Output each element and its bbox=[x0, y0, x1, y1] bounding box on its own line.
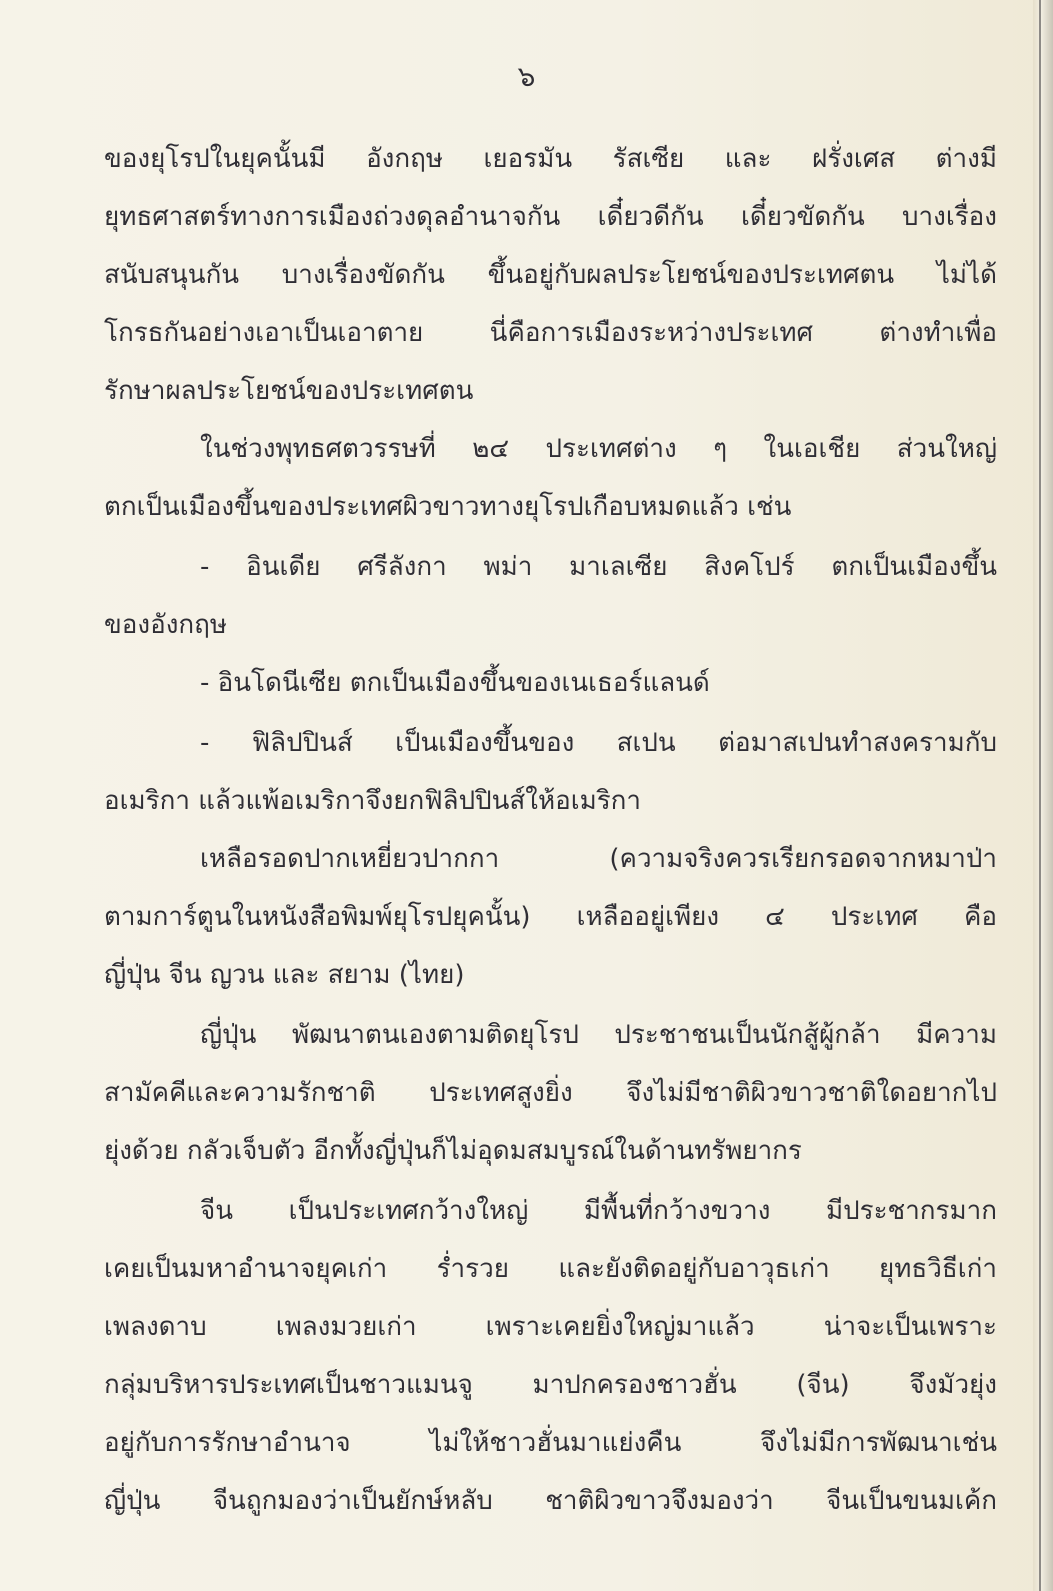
text-line: - ฟิลิปปินส์ เป็นเมืองขึ้นของ สเปน ต่อมาสเปนทำสงครามกับ bbox=[200, 728, 997, 758]
text-line: เคยเป็นมหาอำนาจยุคเก่า ร่ำรวย และยังติดอยู่กับอาวุธเก่า ยุทธวิธีเก่า bbox=[104, 1254, 997, 1284]
text-line: สนับสนุนกัน บางเรื่องขัดกัน ขึ้นอยู่กับผลประโยชน์ของประเทศตน ไม่ได้ bbox=[104, 260, 997, 290]
text-line: ยุทธศาสตร์ทางการเมืองถ่วงดุลอำนาจกัน เดี๋ยวดีกัน เดี๋ยวขัดกัน บางเรื่อง bbox=[104, 202, 997, 232]
text-line: ของอังกฤษ bbox=[104, 610, 228, 640]
text-line: อยู่กับการรักษาอำนาจ ไม่ให้ชาวฮั่นมาแย่งคืน จึงไม่มีการพัฒนาเช่น bbox=[104, 1428, 997, 1458]
text-line: - อินเดีย ศรีลังกา พม่า มาเลเซีย สิงคโปร์ ตกเป็นเมืองขึ้น bbox=[200, 552, 997, 582]
text-line: สามัคคีและความรักชาติ ประเทศสูงยิ่ง จึงไม่มีชาติผิวขาวชาติใดอยากไป bbox=[104, 1078, 997, 1108]
text-line: ในช่วงพุทธศตวรรษที่ ๒๔ ประเทศต่าง ๆ ในเอเชีย ส่วนใหญ่ bbox=[200, 434, 997, 464]
text-line: ยุ่งด้วย กลัวเจ็บตัว อีกทั้งญี่ปุ่นก็ไม่อุดมสมบูรณ์ในด้านทรัพยากร bbox=[104, 1136, 802, 1166]
text-line: ของยุโรปในยุคนั้นมี อังกฤษ เยอรมัน รัสเซีย และ ฝรั่งเศส ต่างมี bbox=[104, 144, 997, 174]
text-line: ญี่ปุ่น จีนถูกมองว่าเป็นยักษ์หลับ ชาติผิวขาวจึงมองว่า จีนเป็นขนมเค้ก bbox=[104, 1486, 997, 1516]
text-line: กลุ่มบริหารประเทศเป็นชาวแมนจู มาปกครองชาวฮั่น (จีน) จึงมัวยุ่ง bbox=[104, 1370, 997, 1400]
text-line: รักษาผลประโยชน์ของประเทศตน bbox=[104, 376, 474, 406]
page-edge bbox=[1033, 0, 1053, 1591]
text-line: - อินโดนีเซีย ตกเป็นเมืองขึ้นของเนเธอร์แลนด์ bbox=[200, 668, 710, 698]
text-line: อเมริกา แล้วแพ้อเมริกาจึงยกฟิลิปปินส์ให้อเมริกา bbox=[104, 786, 642, 816]
text-line: โกรธกันอย่างเอาเป็นเอาตาย นี่คือการเมืองระหว่างประเทศ ต่างทำเพื่อ bbox=[104, 318, 997, 348]
page-number: ๖ bbox=[517, 60, 536, 93]
text-line: เหลือรอดปากเหยี่ยวปากกา (ความจริงควรเรียกรอดจากหมาป่า bbox=[200, 844, 997, 874]
page-edge-line bbox=[1039, 0, 1041, 1591]
text-line: ตกเป็นเมืองขึ้นของประเทศผิวขาวทางยุโรปเกือบหมดแล้ว เช่น bbox=[104, 492, 792, 522]
text-line: ตามการ์ตูนในหนังสือพิมพ์ยุโรปยุคนั้น) เหลืออยู่เพียง ๔ ประเทศ คือ bbox=[104, 902, 997, 932]
text-line: ญี่ปุ่น พัฒนาตนเองตามติดยุโรป ประชาชนเป็นนักสู้ผู้กล้า มีความ bbox=[200, 1020, 997, 1050]
text-line: เพลงดาบ เพลงมวยเก่า เพราะเคยยิ่งใหญ่มาแล้ว น่าจะเป็นเพราะ bbox=[104, 1312, 997, 1342]
text-line: จีน เป็นประเทศกว้างใหญ่ มีพื้นที่กว้างขวาง มีประชากรมาก bbox=[200, 1196, 997, 1226]
text-line: ญี่ปุ่น จีน ญวน และ สยาม (ไทย) bbox=[104, 960, 465, 990]
